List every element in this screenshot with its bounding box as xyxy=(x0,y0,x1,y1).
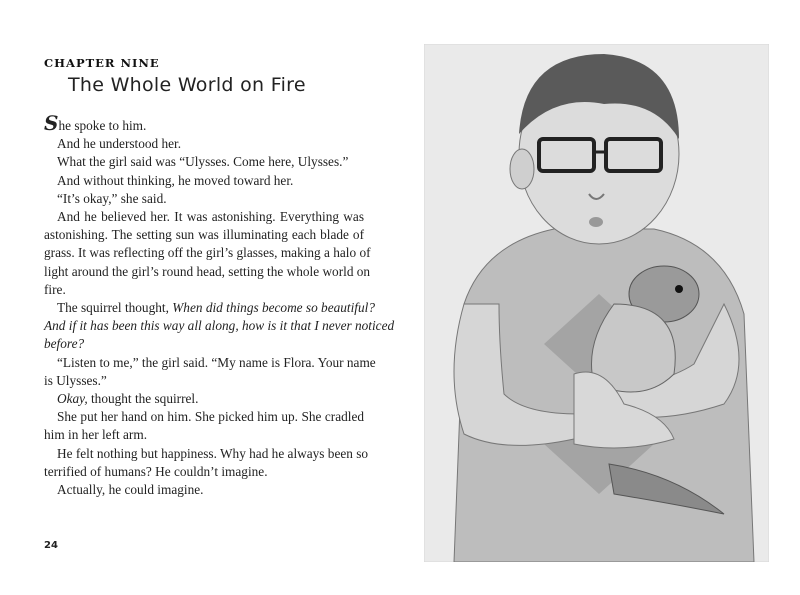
text-line: Actually, he could imagine. xyxy=(57,482,204,498)
text-span: The squirrel thought, xyxy=(57,300,169,316)
text-span: thought the squirrel. xyxy=(90,391,199,407)
ear xyxy=(510,149,534,189)
text-line: And he understood her. xyxy=(57,136,182,152)
text-line: And he believed her. It was astonishing. Everything was xyxy=(57,209,364,225)
text-line: astonishing. The setting sun was illuminating each blade of xyxy=(44,227,364,243)
text-line xyxy=(44,111,364,135)
text-line: “Listen to me,” the girl said. “My name is Flora. Your name xyxy=(57,354,376,370)
text-line: What the girl said was “Ulysses. Come here, Ulysses.” xyxy=(57,154,349,170)
text-line xyxy=(44,299,375,317)
text-line: “It’s okay,” she said. xyxy=(57,190,167,206)
drop-cap: S xyxy=(44,111,59,135)
squirrel-eye xyxy=(675,285,683,293)
chapter-title: The Whole World on Fire xyxy=(68,74,306,96)
text-line: is Ulysses.” xyxy=(44,372,107,388)
text-line: She put her hand on him. She picked him up. She cradled xyxy=(57,409,364,425)
text-line: fire. xyxy=(44,281,66,297)
italic-thought: before? xyxy=(44,336,85,352)
text-line: And without thinking, he moved toward her. xyxy=(57,172,294,188)
illustration-boy-holding-squirrel xyxy=(424,44,769,562)
text-line: terrified of humans? He couldn’t imagine. xyxy=(44,463,268,479)
text-span: he spoke to him. xyxy=(58,118,147,133)
italic-thought: And if it has been this way all along, how is it that I never noticed xyxy=(44,318,395,334)
chapter-label: CHAPTER NINE xyxy=(44,56,160,70)
italic-word: Okay, xyxy=(57,391,88,407)
chapter-text xyxy=(44,111,395,499)
mouth xyxy=(589,217,603,227)
text-line xyxy=(44,317,395,335)
text-line: light around the girl’s round head, setting the whole world on xyxy=(44,263,371,279)
italic-thought: When did things become so beautiful? xyxy=(172,300,375,316)
text-line xyxy=(44,390,364,408)
text-line: grass. It was reflecting off the girl’s glasses, making a halo of xyxy=(44,245,371,261)
text-line: He felt nothing but happiness. Why had he always been so xyxy=(57,445,369,461)
page-number: 24 xyxy=(44,540,58,551)
text-line xyxy=(44,335,364,353)
text-line: him in her left arm. xyxy=(44,427,148,443)
